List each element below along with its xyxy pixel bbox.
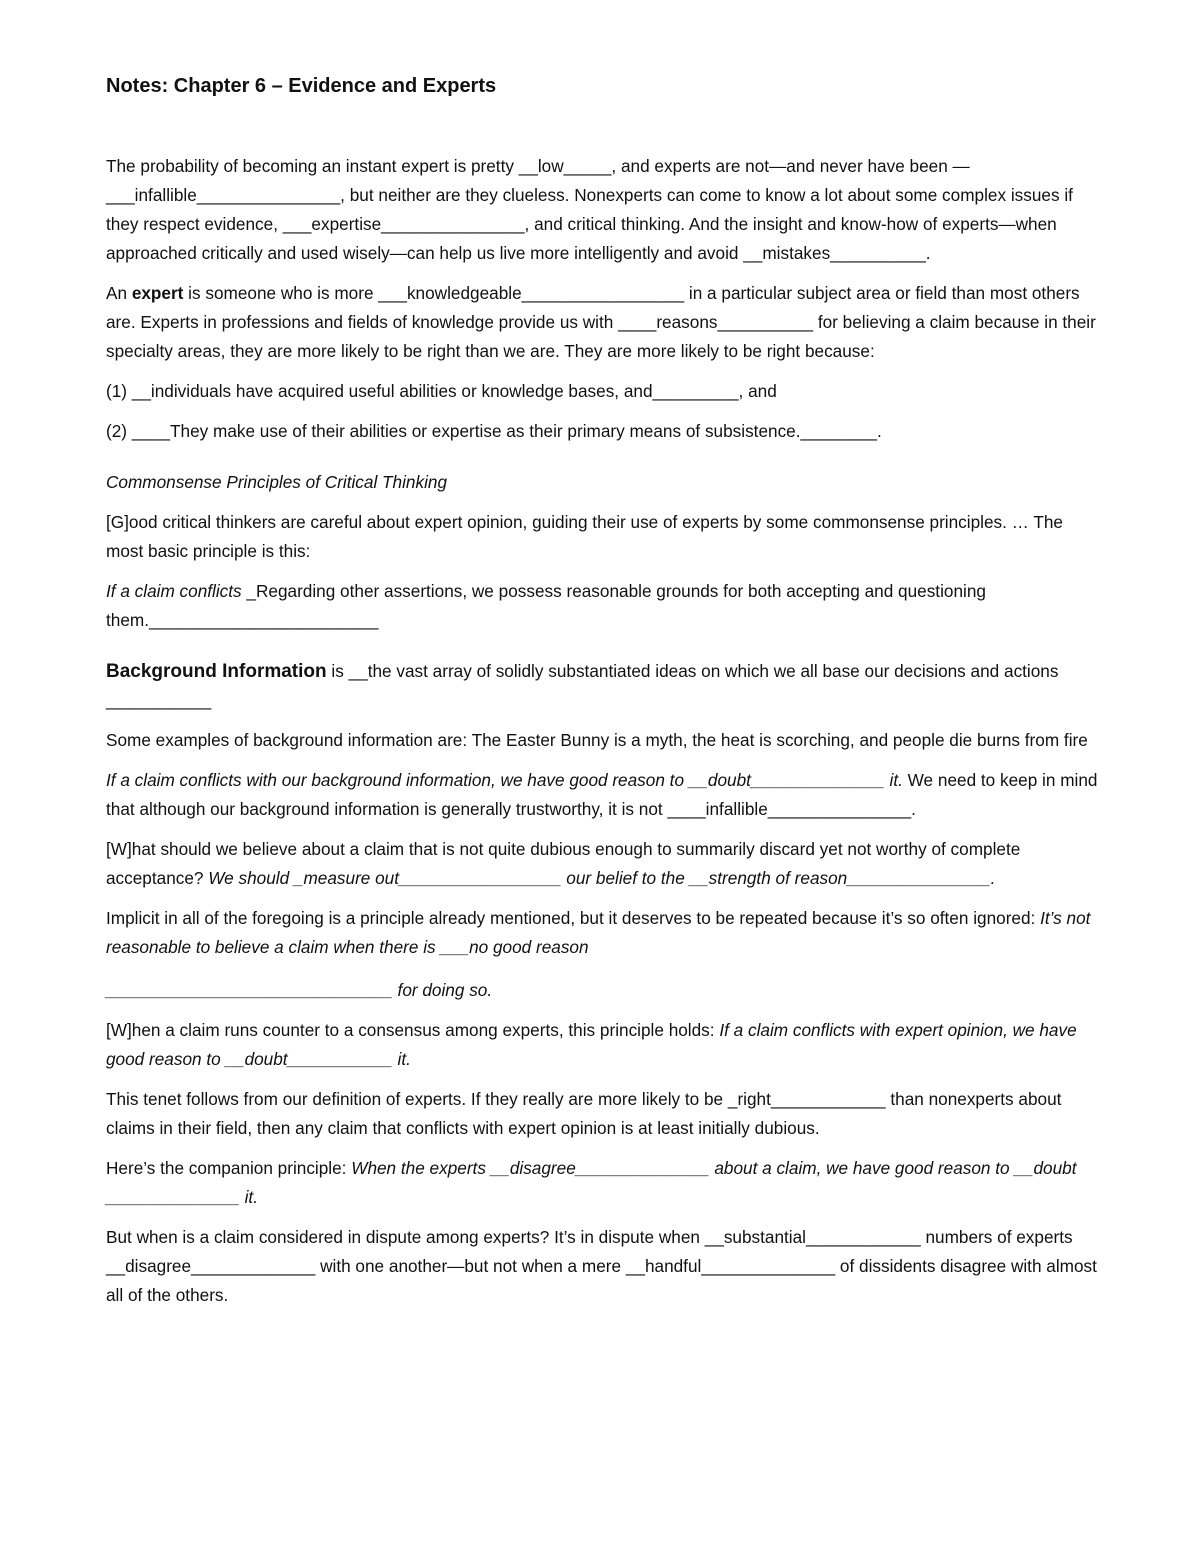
paragraph-tenet: This tenet follows from our definition of experts. If they really are more likely to be _right____________ than nonexperts about claims in their field, then any claim that conflicts with expert opinion is at least initially dubious.	[106, 1089, 1062, 1138]
italic-segment: We should _measure out_________________ our belief to the __strength of reason_______________.	[208, 868, 996, 888]
text-segment: An	[106, 283, 132, 303]
page-title: Notes: Chapter 6 – Evidence and Experts	[106, 75, 497, 97]
text-segment: [W]hat should we believe about a claim that is not quite dubious enough to summarily discard yet not worthy of complete acceptance?	[106, 839, 1021, 888]
paragraph-background-examples: Some examples of background information are: The Easter Bunny is a myth, the heat is scorching, and people die burns from fire	[106, 730, 1088, 750]
text-segment: is someone who is more ___knowledgeable_________________ in a particular subject area or field than most others are. Experts in professions and fields of knowledge provide us with ____reasons__________ for believing a claim because in their specialty areas, they are more likely to be right than we are. They are more likely to be right because:	[106, 283, 1096, 361]
text-segment: _Regarding other assertions, we possess reasonable grounds for both accepting and questioning them.________________________	[106, 581, 986, 630]
italic-segment: It’s not reasonable to believe a claim when there is ___no good reason	[106, 908, 1091, 957]
paragraph-dispute: But when is a claim considered in dispute among experts? It’s in dispute when __substantial____________ numbers of experts __disagree_____________ with one another—but not when a mere __handful______________ of dissidents disagree with almost all of the others.	[106, 1227, 1097, 1305]
term-expert: expert	[131, 283, 184, 303]
section-heading-principles: Commonsense Principles of Critical Thinking	[106, 472, 448, 492]
text-segment: We need to keep in mind that although our background information is generally trustworthy, it is not ____infallible_______________.	[106, 770, 1098, 819]
text-segment: [W]hen a claim runs counter to a consensus among experts, this principle holds:	[106, 1020, 720, 1040]
italic-segment: If a claim conflicts with expert opinion, we have good reason to __doubt___________ it.	[106, 1020, 1077, 1069]
italic-segment: If a claim conflicts with our background information, we have good reason to __doubt______________ it.	[106, 770, 903, 790]
list-item-1: (1) __individuals have acquired useful abilities or knowledge bases, and_________, and	[106, 381, 777, 401]
paragraph-background-information	[106, 657, 1098, 715]
list-item-2: (2) ____They make use of their abilities or expertise as their primary means of subsistence.________.	[106, 421, 882, 441]
italic-segment: If a claim conflicts	[106, 581, 242, 601]
paragraph-proportion-belief	[106, 835, 1098, 893]
text-segment: Implicit in all of the foregoing is a principle already mentioned, but it deserves to be repeated because it’s so often ignored:	[106, 908, 1041, 928]
paragraph-good-critical-thinkers: [G]ood critical thinkers are careful about expert opinion, guiding their use of experts by some commonsense principles. … The most basic principle is this:	[106, 512, 1063, 561]
paragraph-companion-principle	[106, 1154, 1098, 1212]
paragraph-basic-principle	[106, 577, 1098, 635]
paragraph-implicit-principle	[106, 904, 1098, 962]
paragraph-for-doing-so: ______________________________ for doing so.	[106, 980, 493, 1000]
text-segment: Here’s the companion principle:	[106, 1158, 352, 1178]
italic-segment: When the experts __disagree______________ about a claim, we have good reason to __doubt ______________ it.	[106, 1158, 1077, 1207]
paragraph-background-principle	[106, 766, 1098, 824]
text-segment: is __the vast array of solidly substantiated ideas on which we all base our decisions and actions ___________	[106, 661, 1059, 710]
paragraph-expert-definition	[106, 279, 1098, 366]
document-body	[106, 72, 1098, 1321]
paragraph-consensus	[106, 1016, 1098, 1074]
term-background-information: Background Information	[106, 661, 327, 682]
paragraph-intro: The probability of becoming an instant expert is pretty __low_____, and experts are not—and never have been —___infallible_______________, but neither are they clueless. Nonexperts can come to know a lot about some complex issues if they respect evidence, ___expertise_______________, and critical thinking. And the insight and know-how of experts—when approached critically and used wisely—can help us live more intelligently and avoid __mistakes__________.	[106, 156, 1073, 263]
